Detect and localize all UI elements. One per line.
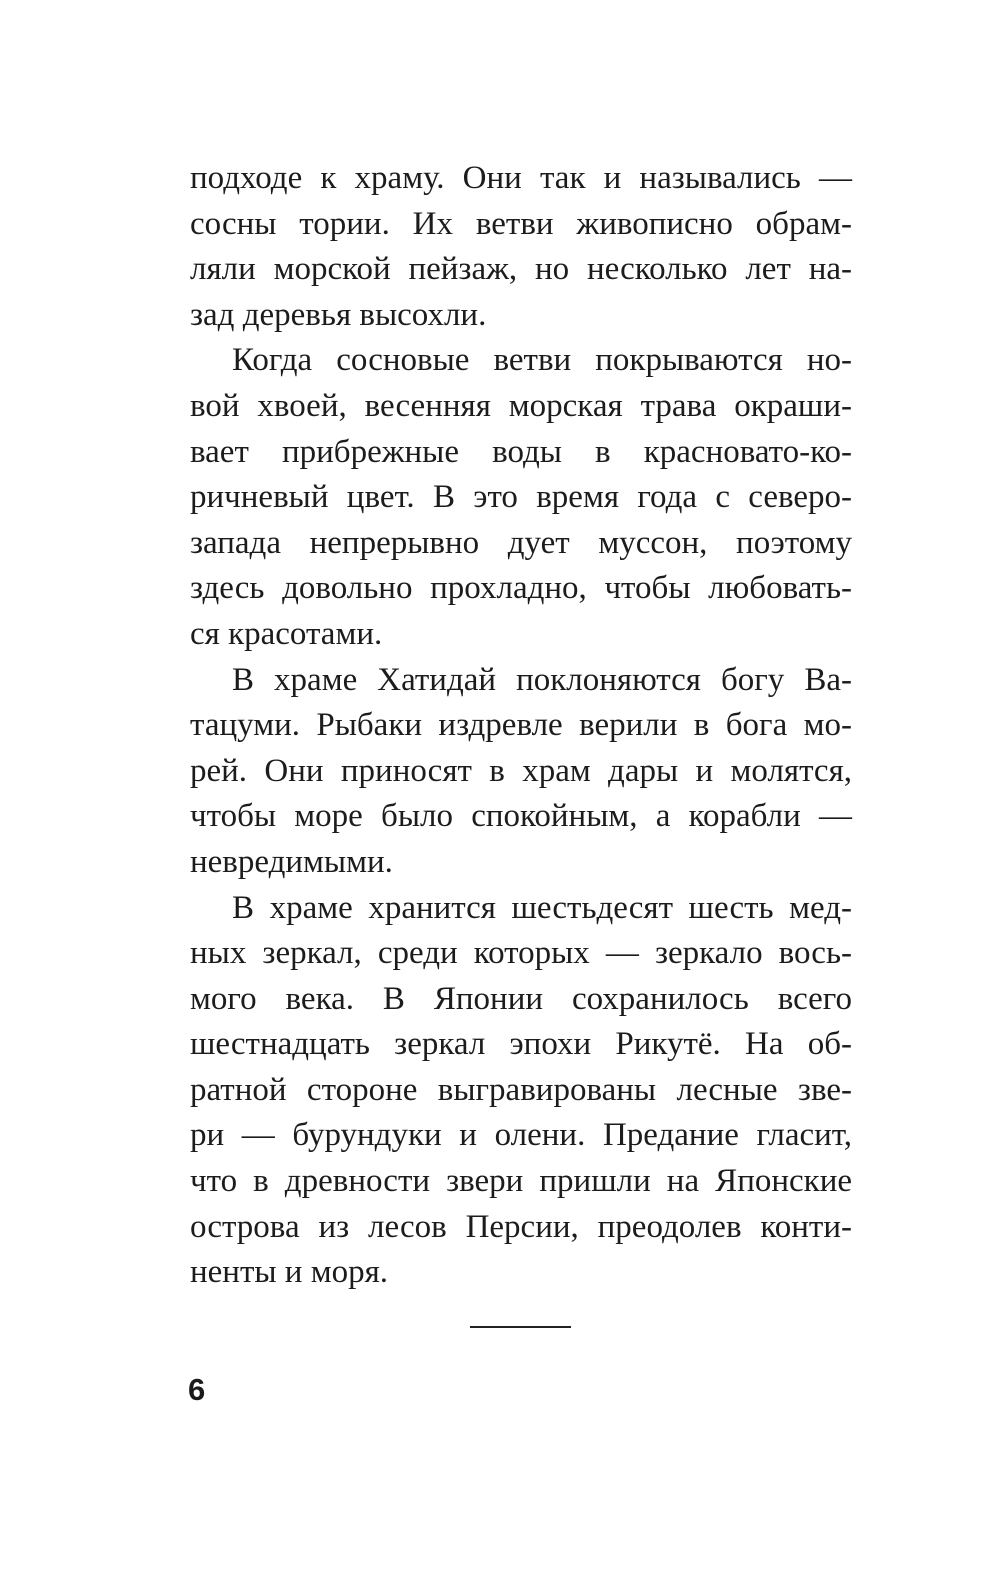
section-divider: [470, 1326, 571, 1328]
text-line: ненты и моря.: [190, 1254, 389, 1291]
text-line: ри — бурундуки и олени. Предание гласит,: [190, 1117, 852, 1154]
text-line: запада непрерывно дует муссон, поэтому: [190, 524, 852, 561]
text-line: сосны тории. Их ветви живописно обрам-: [190, 205, 852, 242]
text-line: чтобы море было спокойным, а корабли —: [190, 798, 852, 835]
text-line: что в древности звери пришли на Японские: [190, 1163, 852, 1200]
text-line: ся красотами.: [190, 615, 383, 652]
text-line: тацуми. Рыбаки издревле верили в бога мо-: [190, 707, 852, 744]
page-number: 6: [188, 1372, 206, 1407]
text-line: вой хвоей, весенняя морская трава окраши-: [190, 387, 852, 424]
body-text: [190, 156, 852, 1296]
text-line: ных зеркал, среди которых — зеркало вось-: [190, 935, 852, 972]
text-line: ляли морской пейзаж, но несколько лет на-: [190, 251, 852, 288]
text-line: вает прибрежные воды в красновато-ко-: [190, 433, 852, 470]
text-line: мого века. В Японии сохранилось всего: [190, 980, 852, 1017]
text-line: здесь довольно прохладно, чтобы любовать-: [190, 570, 852, 607]
text-line: зад деревья высохли.: [190, 296, 487, 333]
text-line: рей. Они приносят в храм дары и молятся,: [190, 752, 852, 789]
text-line: шестнадцать зеркал эпохи Рикутё. На об-: [190, 1026, 852, 1063]
text-line: В храме хранится шестьдесят шесть мед-: [232, 889, 852, 926]
text-line: ратной стороне выгравированы лесные зве-: [190, 1071, 852, 1108]
text-line: невредимыми.: [190, 843, 393, 880]
text-line: Когда сосновые ветви покрываются но-: [232, 342, 852, 379]
text-line: подходе к храму. Они так и назывались —: [190, 160, 852, 196]
text-line: В храме Хатидай поклоняются богу Ва-: [232, 661, 852, 698]
text-line: острова из лесов Персии, преодолев конти-: [190, 1208, 852, 1245]
text-line: ричневый цвет. В это время года с северо-: [190, 479, 852, 516]
